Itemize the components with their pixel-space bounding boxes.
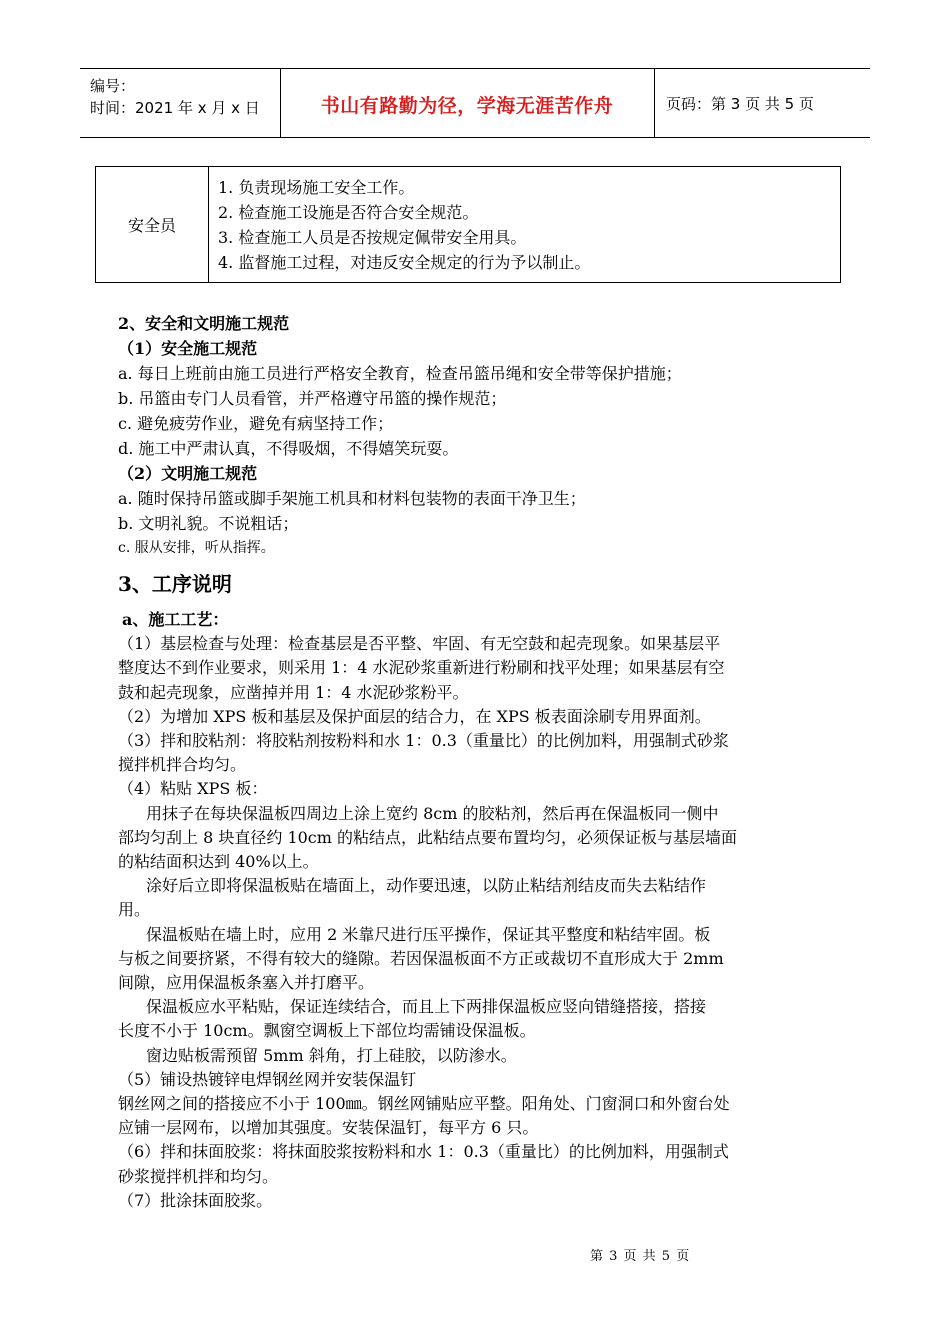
paragraph-line: （1）基层检查与处理：检查基层是否平整、牢固、有无空鼓和起壳现象。如果基层平 [118, 634, 721, 654]
role-duties-cell [218, 175, 590, 275]
duty-item: 1. 负责现场施工安全工作。 [218, 178, 415, 197]
subsection-title: a、施工工艺： [122, 610, 229, 629]
subsection-title: （1）安全施工规范 [118, 339, 258, 358]
paragraph-line: 搅拌机拌合均匀。 [118, 755, 247, 775]
header-meta [90, 75, 280, 119]
page-footer: 第 3 页 共 5 页 [590, 1249, 691, 1264]
section-process-description [118, 608, 844, 1213]
role-name-cell: 安全员 [96, 167, 209, 282]
paragraph-line: 长度不小于 10cm。飘窗空调板上下部位均需铺设保温板。 [118, 1021, 536, 1041]
document-date-label: 时间：2021 年 x 月 x 日 [90, 99, 260, 117]
paragraph-line: 部均匀刮上 8 块直径约 10cm 的粘结点，此粘结点要布置均匀，必须保证板与基层墙面 [118, 827, 738, 847]
paragraph-line: 间隙，应用保温板条塞入并打磨平。 [118, 973, 375, 993]
section-title: 2、安全和文明施工规范 [118, 314, 290, 333]
section-safety-standards [118, 311, 843, 605]
duty-item: 4. 监督施工过程，对违反安全规定的行为予以制止。 [218, 253, 591, 272]
paragraph-line: （6）拌和抹面胶浆：将抹面胶浆按粉料和水 1：0.3（重量比）的比例加料，用强制式 [118, 1142, 729, 1162]
paragraph-line: 应铺一层网布，以增加其强度。安装保温钉，每平方 6 只。 [118, 1118, 539, 1138]
paragraph-line: （5）铺设热镀锌电焊钢丝网并安装保温钉 [118, 1069, 417, 1089]
list-item: c. 避免疲劳作业，避免有病坚持工作； [118, 414, 394, 433]
header-motto: 书山有路勤为径，学海无涯苦作舟 [320, 95, 614, 117]
list-item: d. 施工中严肃认真，不得吸烟，不得嬉笑玩耍。 [118, 439, 459, 458]
page-header [80, 68, 870, 138]
list-item: b. 吊篮由专门人员看管，并严格遵守吊篮的操作规范； [118, 389, 507, 408]
paragraph-line: 保温板贴在墙上时，应用 2 米靠尺进行压平操作，保证其平整度和粘结牢固。板 [146, 924, 711, 944]
section-heading: 3、工序说明 [118, 572, 232, 596]
paragraph-line: 的粘结面积达到 40%以上。 [118, 852, 319, 872]
list-item: c. 服从安排，听从指挥。 [118, 540, 275, 556]
list-item: a. 每日上班前由施工员进行严格安全教育，检查吊篮吊绳和安全带等保护措施； [118, 364, 682, 383]
paragraph-line: 用抹子在每块保温板四周边上涂上宽约 8cm 的胶粘剂，然后再在保温板同一侧中 [146, 803, 719, 823]
paragraph-line: 钢丝网之间的搭接应不小于 100㎜。钢丝网铺贴应平整。阳角处、门窗洞口和外窗台处 [118, 1094, 730, 1114]
document-number-label: 编号： [90, 77, 136, 95]
paragraph-line: （3）拌和胶粘剂：将胶粘剂按粉料和水 1：0.3（重量比）的比例加料，用强制式砂浆 [118, 731, 729, 751]
duty-item: 2. 检查施工设施是否符合安全规范。 [218, 203, 479, 222]
header-divider [654, 69, 655, 137]
duty-item: 3. 检查施工人员是否按规定佩带安全用具。 [218, 228, 527, 247]
list-item: b. 文明礼貌。不说粗话； [118, 514, 299, 533]
paragraph-line: （7）批涂抹面胶浆。 [118, 1190, 273, 1210]
paragraph-line: 窗边贴板需预留 5mm 斜角，打上硅胶，以防渗水。 [146, 1045, 517, 1065]
header-page-number: 页码：第 3 页 共 5 页 [666, 95, 814, 113]
paragraph-line: 鼓和起壳现象，应凿掉并用 1：4 水泥砂浆粉平。 [118, 682, 469, 702]
paragraph-line: 砂浆搅拌机拌和均匀。 [118, 1166, 279, 1186]
subsection-title: （2）文明施工规范 [118, 464, 258, 483]
paragraph-line: 保温板应水平粘贴，保证连续结合，而且上下两排保温板应竖向错缝搭接，搭接 [146, 997, 707, 1017]
list-item: a. 随时保持吊篮或脚手架施工机具和材料包装物的表面干净卫生； [118, 489, 586, 508]
paragraph-line: 用。 [118, 900, 151, 920]
paragraph-line: （4）粘贴 XPS 板： [118, 779, 268, 799]
paragraph-line: 与板之间要挤紧，不得有较大的缝隙。若因保温板面不方正或裁切不直形成大于 2mm [118, 948, 724, 968]
role-duty-table [95, 166, 841, 283]
paragraph-line: 整度达不到作业要求，则采用 1：4 水泥砂浆重新进行粉刷和找平处理；如果基层有空 [118, 658, 725, 678]
paragraph-line: 涂好后立即将保温板贴在墙面上，动作要迅速，以防止粘结剂结皮而失去粘结作 [146, 876, 707, 896]
paragraph-line: （2）为增加 XPS 板和基层及保护面层的结合力，在 XPS 板表面涂刷专用界面剂。 [118, 706, 711, 726]
